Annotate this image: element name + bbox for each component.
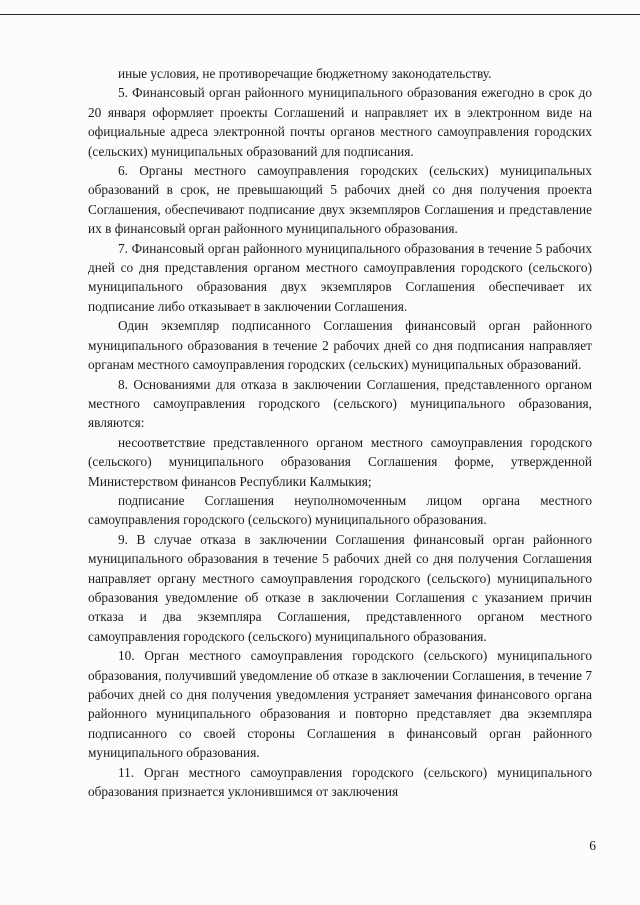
paragraph-8: 8. Основаниями для отказа в заключении Соглашения, представленного органом местного самоуправления городского (сельского) муниципального образования, являются: (88, 376, 592, 431)
paragraph-7: 7. Финансовый орган районного муниципального образования в течение 5 рабочих дней со дня представления органом местного самоуправления городского (сельского) муниципального образования двух экземпляров Соглашения обеспечивает их подписание либо отказывает в заключении Соглашения. (88, 240, 592, 314)
paragraph-5: 5. Финансовый орган районного муниципального образования ежегодно в срок до 20 января оформляет проекты Соглашений и направляет их в электронном виде на официальные адреса электронной почты органов местного самоуправления городских (сельских) муниципальных образований для подписания. (88, 85, 592, 159)
paragraph-8-reason-2: подписание Соглашения неуполномоченным лицом органа местного самоуправления городского (сельского) муниципального образования. (88, 492, 592, 528)
paragraph-continuation: иные условия, не противоречащие бюджетному законодательству. (118, 66, 492, 81)
paragraph-6: 6. Органы местного самоуправления городских (сельских) муниципальных образований в срок, не превышающий 5 рабочих дней со дня получения проекта Соглашения, обеспечивают подписание двух экземпляров Соглашения и представление их в финансовый орган районного муниципального образования. (88, 163, 592, 237)
paragraph-10: 10. Орган местного самоуправления городского (сельского) муниципального образования, получивший уведомление об отказе в заключении Соглашения, в течение 7 рабочих дней со дня получения уведомления устраняет замечания финансового органа районного муниципального образования и повторно представляет два экземпляра подписанного со своей стороны Соглашения в финансовый орган районного муниципального образования. (88, 648, 592, 761)
paragraph-7-copy-distribution: Один экземпляр подписанного Соглашения финансовый орган районного муниципального образования в течение 2 рабочих дней со дня подписания направляет органам местного самоуправления городских (сельских) муниципальных образований. (88, 318, 592, 373)
paragraph-9: 9. В случае отказа в заключении Соглашения финансовый орган районного муниципального образования в течение 5 рабочих дней со дня получения Соглашения направляет органу местного самоуправления городского (сельского) муниципального образования уведомление об отказе в заключении Соглашения с указанием причин отказа и два экземпляра Соглашения, представленного органом местного самоуправления городского (сельского) муниципального образования. (88, 531, 592, 644)
document-body (88, 64, 592, 801)
paragraph-8-reason-1: несоответствие представленного органом местного самоуправления городского (сельского) муниципального образования Соглашения форме, утвержденной Министерством финансов Республики Калмыкия; (88, 434, 592, 489)
paragraph-11: 11. Орган местного самоуправления городского (сельского) муниципального образования признается уклонившимся от заключения (88, 764, 592, 800)
page-number: 6 (589, 838, 596, 853)
top-divider-line (0, 14, 640, 15)
